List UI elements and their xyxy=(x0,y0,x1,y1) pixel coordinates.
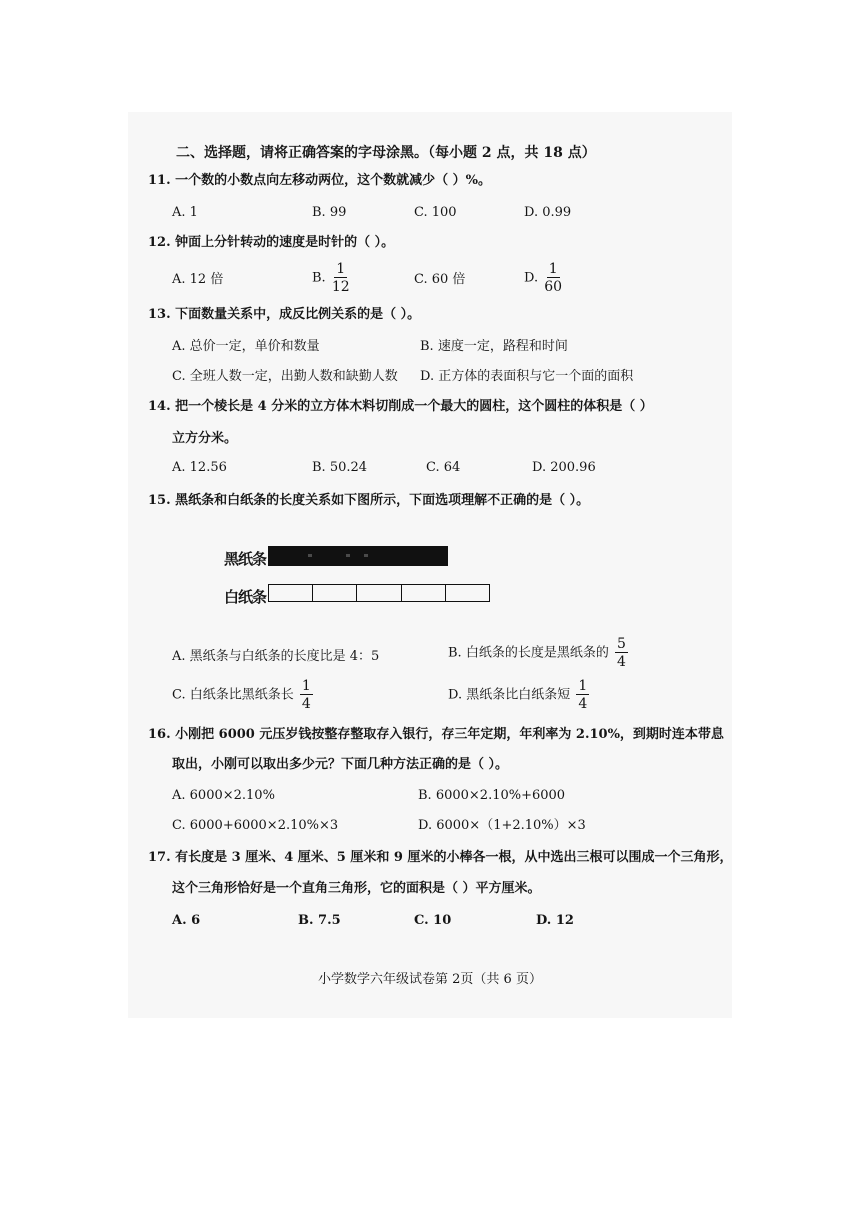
q15-option-c-denominator: 4 xyxy=(301,696,311,712)
q13-option-c: C. 全班人数一定，出勤人数和缺勤人数 xyxy=(172,369,398,384)
q12-option-b-fraction xyxy=(332,262,350,294)
q17-option-a: A. 6 xyxy=(172,913,201,928)
q11-option-a: A. 1 xyxy=(172,205,198,220)
q15-option-b xyxy=(448,637,628,669)
q17-stem: 17. 有长度是 3 厘米、4 厘米、5 厘米和 9 厘米的小棒各一根，从中选出三根可以围成一个三角形， xyxy=(148,850,733,865)
q12-option-d-letter: D. xyxy=(524,270,539,286)
q13-option-b: B. 速度一定，路程和时间 xyxy=(420,339,568,354)
q15-option-c-text: C. 白纸条比黑纸条长 xyxy=(172,687,294,703)
q13-option-a: A. 总价一定，单价和数量 xyxy=(172,339,320,354)
q12-option-b-letter: B. xyxy=(312,270,326,286)
q15-option-c-fraction xyxy=(300,679,313,711)
q15-option-d-fraction xyxy=(576,679,589,711)
q12-option-c: C. 60 倍 xyxy=(414,272,466,287)
white-strip-label: 白纸条 xyxy=(224,588,267,606)
q15-option-c-numerator: 1 xyxy=(301,678,311,694)
q12-option-d-denominator: 60 xyxy=(544,279,563,295)
q15-option-b-fraction xyxy=(615,637,628,669)
q12-stem: 12. 钟面上分针转动的速度是时针的（ ）。 xyxy=(148,235,395,250)
q14-stem-continued: 立方分米。 xyxy=(172,431,238,446)
q14-option-d: D. 200.96 xyxy=(532,460,596,475)
q14-option-b: B. 50.24 xyxy=(312,460,368,475)
q14-option-a: A. 12.56 xyxy=(172,460,227,475)
q12-option-d xyxy=(524,262,562,294)
black-strip xyxy=(268,546,448,566)
q12-option-d-fraction xyxy=(544,262,562,294)
q13-option-d: D. 正方体的表面积与它一个面的面积 xyxy=(420,369,634,384)
q15-option-b-numerator: 5 xyxy=(616,636,626,652)
q15-option-d-text: D. 黑纸条比白纸条短 xyxy=(448,687,571,703)
strip-speck xyxy=(308,554,312,557)
white-strip xyxy=(268,584,490,602)
q15-option-c xyxy=(172,679,313,711)
q12-option-d-numerator: 1 xyxy=(548,261,558,277)
q15-option-d xyxy=(448,679,589,711)
q12-option-b-numerator: 1 xyxy=(336,261,346,277)
q16-stem: 16. 小刚把 6000 元压岁钱按整存整取存入银行，存三年定期，年利率为 2.10%，到期时连本带息 xyxy=(148,727,724,742)
q15-stem: 15. 黑纸条和白纸条的长度关系如下图所示，下面选项理解不正确的是（ ）。 xyxy=(148,493,590,508)
q17-option-d: D. 12 xyxy=(536,913,574,928)
strip-segment xyxy=(446,585,489,601)
q17-stem-continued: 这个三角形恰好是一个直角三角形，它的面积是（ ）平方厘米。 xyxy=(172,881,541,896)
q16-stem-continued: 取出，小刚可以取出多少元？下面几种方法正确的是（ ）。 xyxy=(172,757,509,772)
q14-stem: 14. 把一个棱长是 4 分米的立方体木料切削成一个最大的圆柱，这个圆柱的体积是（ ） xyxy=(148,399,653,414)
q15-option-d-numerator: 1 xyxy=(578,678,588,694)
strip-segment xyxy=(357,585,401,601)
strip-segment xyxy=(313,585,357,601)
q12-option-b-denominator: 12 xyxy=(331,279,350,295)
q11-stem: 11. 一个数的小数点向左移动两位，这个数就减少（ ）%。 xyxy=(148,173,492,188)
q11-option-c: C. 100 xyxy=(414,205,457,220)
q16-option-c: C. 6000+6000×2.10%×3 xyxy=(172,818,339,833)
strip-segment xyxy=(402,585,446,601)
strip-speck xyxy=(346,554,350,557)
q15-option-a: A. 黑纸条与白纸条的长度比是 4：5 xyxy=(172,649,380,664)
strip-speck xyxy=(364,554,368,557)
q14-option-c: C. 64 xyxy=(426,460,461,475)
q15-option-b-text: B. 白纸条的长度是黑纸条的 xyxy=(448,645,609,661)
q16-option-d: D. 6000×（1+2.10%）×3 xyxy=(418,818,586,833)
q11-option-d: D. 0.99 xyxy=(524,205,572,220)
page-footer: 小学数学六年级试卷第 2页（共 6 页） xyxy=(318,972,542,987)
black-strip-label: 黑纸条 xyxy=(224,550,267,568)
section-title: 二、选择题，请将正确答案的字母涂黑。（每小题 2 点，共 18 点） xyxy=(176,145,596,161)
q16-option-b: B. 6000×2.10%+6000 xyxy=(418,788,566,803)
q13-stem: 13. 下面数量关系中，成反比例关系的是（ ）。 xyxy=(148,307,421,322)
q15-option-b-denominator: 4 xyxy=(616,654,626,670)
q17-option-b: B. 7.5 xyxy=(298,913,341,928)
q17-option-c: C. 10 xyxy=(414,913,452,928)
strip-segment xyxy=(269,585,313,601)
q15-option-d-denominator: 4 xyxy=(578,696,588,712)
q16-option-a: A. 6000×2.10% xyxy=(172,788,275,803)
q12-option-a: A. 12 倍 xyxy=(172,272,224,287)
q12-option-b xyxy=(312,262,350,294)
q11-option-b: B. 99 xyxy=(312,205,347,220)
